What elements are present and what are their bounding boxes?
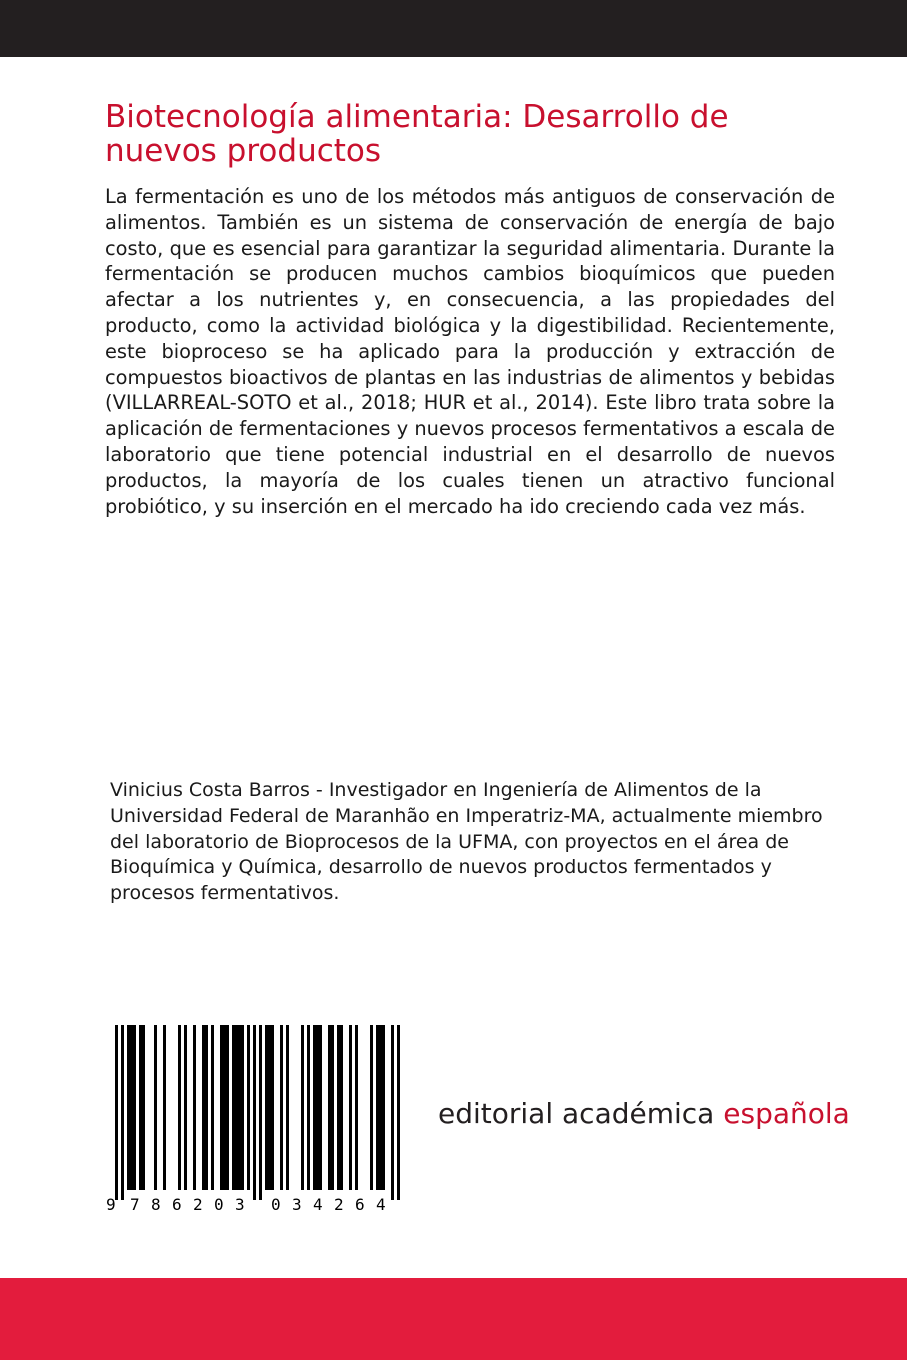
barcode-digit: 6 <box>355 1195 365 1214</box>
publisher-name-accent: española <box>723 1097 850 1130</box>
barcode-digit: 4 <box>313 1195 323 1214</box>
top-band <box>0 0 907 57</box>
barcode-bar <box>397 1025 400 1200</box>
barcode-bar <box>154 1025 157 1190</box>
barcode-bar <box>163 1025 166 1190</box>
book-title: Biotecnología alimentaria: Desarrollo de nuevos productos <box>105 99 729 169</box>
barcode-bar <box>280 1025 283 1190</box>
barcode-bar <box>193 1025 196 1190</box>
barcode-bar <box>391 1025 394 1200</box>
barcode-bar <box>259 1025 262 1200</box>
barcode-bar <box>232 1025 244 1190</box>
barcode-bar <box>349 1025 352 1190</box>
barcode-bar <box>253 1025 256 1200</box>
barcode-bar <box>286 1025 289 1190</box>
barcode-bar <box>220 1025 229 1190</box>
barcode-bar <box>313 1025 322 1190</box>
barcode-bar <box>376 1025 385 1190</box>
barcode-digit: 9 <box>106 1195 116 1214</box>
barcode-bar <box>211 1025 214 1190</box>
barcode-digit: 6 <box>172 1195 182 1214</box>
barcode-bar <box>202 1025 208 1190</box>
barcode-digit: 2 <box>193 1195 203 1214</box>
barcode-bar <box>265 1025 274 1190</box>
barcode-digit: 7 <box>130 1195 140 1214</box>
barcode-digit: 3 <box>235 1195 245 1214</box>
barcode-bar <box>307 1025 310 1190</box>
barcode-bar <box>247 1025 250 1190</box>
barcode-bar <box>355 1025 358 1190</box>
book-blurb: La fermentación es uno de los métodos más antiguos de conservación de alimentos. También es un sistema de conservación de energía de bajo costo, que es esencial para garantizar la seguridad alimentaria. Durante la fermentación se producen muchos cambios bioquímicos que pueden afectar a los nutrientes y, en consecuencia, a las propiedades del producto, como la actividad biológica y la digestibilidad. Recientemente, este bioproceso se ha aplicado para la producción y extracción de compuestos bioactivos de plantas en las industrias de alimentos y bebidas (VILLARREAL-SOTO et al., 2018; HUR et al., 2014). Este libro trata sobre la aplicación de fermentaciones y nuevos procesos fermentativos a escala de laboratorio que tiene potencial industrial en el desarrollo de nuevos productos, la mayoría de los cuales tienen un atractivo funcional probiótico, y su inserción en el mercado ha ido creciendo cada vez más. <box>105 185 835 518</box>
publisher-name: editorial académica <box>438 1097 724 1130</box>
isbn-barcode <box>100 1025 420 1215</box>
barcode-bar <box>178 1025 181 1190</box>
barcode-bar <box>337 1025 343 1190</box>
barcode-digit: 0 <box>214 1195 224 1214</box>
barcode-bar <box>328 1025 334 1190</box>
barcode-bar <box>139 1025 145 1190</box>
barcode-bar <box>301 1025 304 1190</box>
barcode-digit: 8 <box>151 1195 161 1214</box>
barcode-bar <box>370 1025 373 1190</box>
publisher-logo <box>438 1094 850 1134</box>
barcode-bar <box>184 1025 187 1190</box>
barcode-bar <box>115 1025 118 1200</box>
barcode-bar <box>127 1025 136 1190</box>
barcode-digit: 2 <box>334 1195 344 1214</box>
barcode-digit: 3 <box>292 1195 302 1214</box>
barcode-digit: 4 <box>376 1195 386 1214</box>
barcode-bar <box>121 1025 124 1200</box>
author-bio: Vinicius Costa Barros - Investigador en Ingeniería de Alimentos de la Universidad Federal de Maranhão en Imperatriz-MA, actualmente miembro del laboratorio de Bioprocesos de la UFMA, con proyectos en el área de Bioquímica y Química, desarrollo de nuevos productos fermentados y procesos fermentativos. <box>110 779 823 905</box>
bottom-band <box>0 1278 907 1360</box>
barcode-digit: 0 <box>271 1195 281 1214</box>
